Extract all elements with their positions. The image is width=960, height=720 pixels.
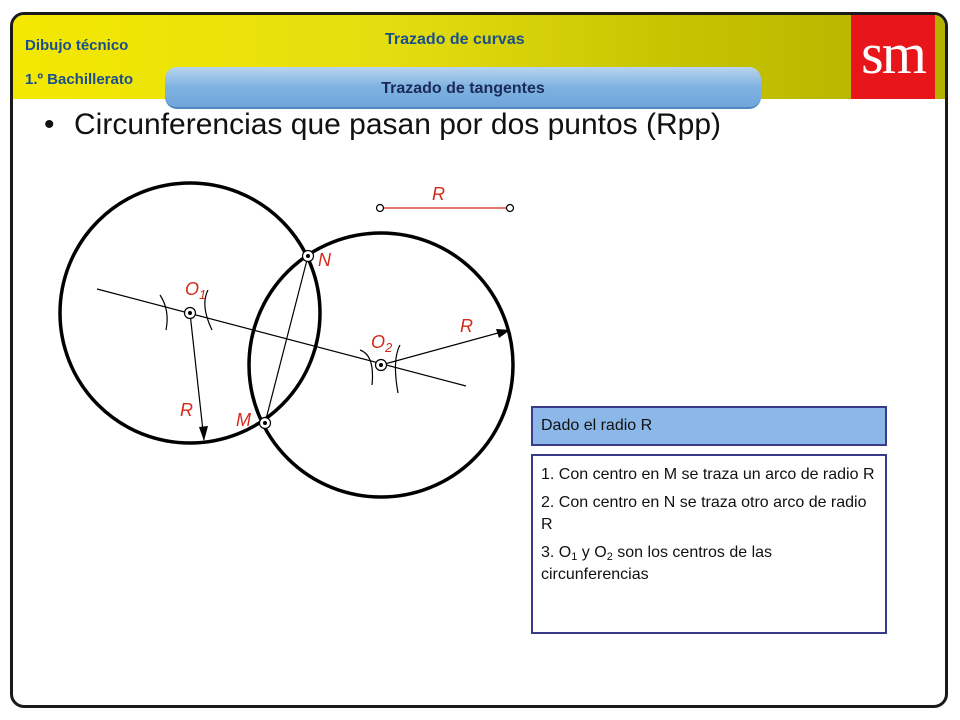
label-given-r: R — [432, 184, 445, 204]
given-radius-end-b — [507, 205, 514, 212]
radius-o1 — [190, 313, 204, 440]
label-n: N — [318, 250, 331, 270]
radius-o1-arrowhead — [199, 426, 208, 441]
label-o2: $O_2$ — [371, 332, 393, 355]
given-radius-end-a — [377, 205, 384, 212]
bullet-icon: • — [44, 108, 55, 141]
level-label: 1.º Bachillerato — [25, 71, 134, 88]
label-m: M — [236, 410, 251, 430]
label-r-left: R — [180, 400, 193, 420]
point-o1 — [185, 308, 196, 319]
arc-tick-o2-a — [360, 350, 373, 385]
section-tab[interactable]: Trazado de tangentes — [165, 67, 761, 109]
steps-box — [531, 454, 887, 634]
subject-label: Dibujo técnico — [25, 37, 129, 54]
point-n — [303, 251, 314, 262]
step-3: 3. $O_1$ y $O_2$ son los centros de las circunferencias — [541, 544, 773, 583]
given-box — [531, 406, 887, 446]
label-o1: $O_1$ — [185, 279, 207, 302]
unit-title: Trazado de curvas — [385, 31, 525, 48]
radius-o2 — [381, 330, 509, 365]
given-text: Dado el radio R — [541, 417, 653, 434]
heading-text: Circunferencias que pasan por dos puntos (Rpp) — [74, 108, 722, 141]
logo-text: sm — [861, 21, 925, 86]
bisector-line — [97, 289, 466, 386]
point-m — [260, 418, 271, 429]
step-2: 2. Con centro en N se traza otro arco de radio R — [541, 494, 867, 533]
label-r-right: R — [460, 316, 473, 336]
arc-tick-o1-a — [160, 295, 167, 330]
point-o2 — [376, 360, 387, 371]
step-1: 1. Con centro en M se traza un arco de radio R — [541, 466, 875, 483]
